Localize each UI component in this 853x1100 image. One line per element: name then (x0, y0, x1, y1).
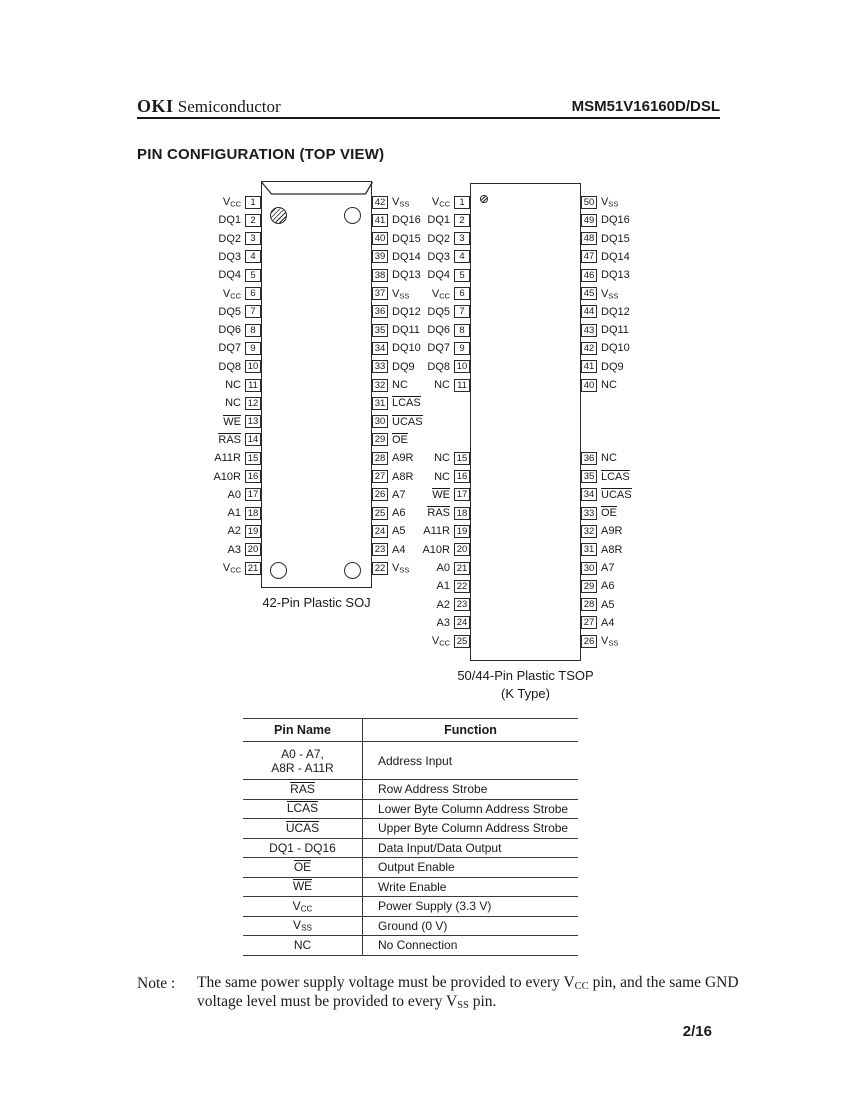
soj-pin-36-label: DQ12 (392, 305, 421, 318)
page-number: 2/16 (682, 1023, 712, 1040)
soj-pin-12-label: NC (225, 397, 241, 410)
soj-pin-16-label: A10R (213, 470, 241, 483)
tsop-pin-19-number-box: 19 (454, 525, 470, 538)
tsop-pin-5-number-box: 5 (454, 269, 470, 282)
table-row-8 (243, 916, 578, 936)
tsop-pin-31-number-box: 31 (581, 543, 597, 556)
header-rule (137, 117, 720, 119)
soj-pin-37-label: $V_{SS}$ (392, 287, 410, 300)
tsop-pin-34-number-box: 34 (581, 488, 597, 501)
soj-pin-21-number-box: 21 (245, 562, 261, 575)
tsop-pin-10-label: DQ8 (427, 360, 450, 373)
tsop-pin-9-number-box: 9 (454, 342, 470, 355)
tsop-pin-18-number-box: 18 (454, 507, 470, 520)
function-cell: Upper Byte Column Address Strobe (378, 821, 569, 836)
soj-pin-9-label: DQ7 (218, 342, 241, 355)
tsop-pin-8-label: DQ6 (427, 324, 450, 337)
soj-pin-35-label: DQ11 (392, 324, 420, 337)
tsop-pin-8-number-box: 8 (454, 324, 470, 337)
soj-pin-5-number-box: 5 (245, 269, 261, 282)
table-row-6 (243, 877, 578, 897)
tsop-pin-33-label: OE (601, 507, 617, 520)
pin-name-cell: NC (243, 936, 363, 956)
tsop-pin-20-number-box: 20 (454, 543, 470, 556)
tsop-pin-4-label: DQ3 (427, 250, 450, 263)
brand-oki: OKI (137, 96, 174, 116)
note-line-2: voltage level must be provided to every $V_{SS}$ pin. (197, 993, 497, 1011)
tsop-pin-49-label: DQ16 (601, 214, 630, 227)
table-header-row (243, 719, 578, 742)
soj-pin-21-label: $V_{CC}$ (222, 562, 241, 575)
tsop-pin-16-label: NC (434, 470, 450, 483)
table-row-1 (243, 780, 578, 800)
part-number: MSM51V16160D/DSL (571, 98, 720, 115)
pin-name-cell: LCAS (243, 799, 363, 819)
tsop-pin-21-number-box: 21 (454, 562, 470, 575)
pin-function-table (243, 718, 578, 956)
tsop-pin-21-label: A0 (436, 562, 450, 574)
soj-pin-42-number-box: 42 (372, 196, 388, 209)
soj-pin-19-number-box: 19 (245, 525, 261, 538)
pin-name-cell: OE (243, 858, 363, 878)
soj-pin-27-number-box: 27 (372, 470, 388, 483)
soj-pin-17-label: A0 (227, 488, 241, 501)
note-label: Note : (137, 975, 176, 992)
soj-pin-38-number-box: 38 (372, 269, 388, 282)
tsop-pin-7-number-box: 7 (454, 305, 470, 318)
tsop-pin-9-label: DQ7 (427, 342, 450, 355)
col-header-pin-name: Pin Name (243, 719, 363, 742)
soj-pin-29-label: OE (392, 433, 408, 446)
tsop-pin-4-number-box: 4 (454, 250, 470, 263)
soj-pin-15-number-box: 15 (245, 452, 261, 465)
tsop-pin-47-label: DQ14 (601, 250, 630, 263)
tsop-pin-43-label: DQ11 (601, 324, 629, 337)
soj-pin-40-number-box: 40 (372, 232, 388, 245)
tsop-pin-40-label: NC (601, 379, 617, 391)
tsop-pin-11-label: NC (434, 379, 450, 391)
tsop-pin-23-label: A2 (436, 598, 450, 611)
soj-pin-16-number-box: 16 (245, 470, 261, 483)
tsop-pin-17-number-box: 17 (454, 488, 470, 501)
tsop-pin-27-label: A4 (601, 616, 615, 629)
soj-pin-32-number-box: 32 (372, 379, 388, 392)
tsop-pin-18-label: RAS (427, 507, 450, 520)
tsop-pin-49-number-box: 49 (581, 214, 597, 227)
function-cell: No Connection (378, 938, 458, 953)
tsop-pin-41-label: DQ9 (601, 360, 624, 373)
function-cell: Ground (0 V) (378, 918, 448, 933)
tsop-pin-22-number-box: 22 (454, 580, 470, 593)
tsop-pin-24-label: A3 (436, 616, 450, 629)
tsop-pin-11-number-box: 11 (454, 379, 470, 392)
soj-pin-41-label: DQ16 (392, 214, 421, 227)
soj-pin-31-number-box: 31 (372, 397, 388, 410)
table-row-7 (243, 897, 578, 917)
soj-pin-13-label: WE (223, 415, 241, 428)
tsop-pin-17-label: WE (432, 488, 450, 501)
soj-pin-28-number-box: 28 (372, 452, 388, 465)
tsop-pin-19-label: A11R (423, 525, 450, 538)
soj-pin-41-number-box: 41 (372, 214, 388, 227)
tsop-pin-30-label: A7 (601, 562, 615, 574)
soj-pin-20-number-box: 20 (245, 543, 261, 556)
soj-pin-12-number-box: 12 (245, 397, 261, 410)
soj-bottom-left-circle (270, 562, 287, 579)
soj-pin-3-number-box: 3 (245, 232, 261, 245)
soj-pin-40-label: DQ15 (392, 232, 421, 245)
brand-semiconductor: Semiconductor (173, 97, 281, 116)
soj-pin-34-label: DQ10 (392, 342, 421, 355)
tsop-pin-3-number-box: 3 (454, 232, 470, 245)
pin-name-cell: RAS (243, 780, 363, 800)
tsop-pin-6-label: $V_{CC}$ (431, 287, 450, 300)
soj-pin-4-label: DQ3 (218, 250, 241, 263)
tsop-pin-10-number-box: 10 (454, 360, 470, 373)
soj-pin-22-label: $V_{SS}$ (392, 562, 410, 575)
tsop-pin-2-number-box: 2 (454, 214, 470, 227)
soj-pin-8-number-box: 8 (245, 324, 261, 337)
soj-pin-1-label: $V_{CC}$ (222, 196, 241, 209)
table-row-2 (243, 799, 578, 819)
tsop-pin-29-number-box: 29 (581, 580, 597, 593)
soj-pin-31-label: LCAS (392, 397, 421, 410)
tsop-pin-48-label: DQ15 (601, 232, 630, 245)
soj-pin-7-label: DQ5 (218, 305, 241, 318)
tsop-pin-34-label: UCAS (601, 488, 632, 501)
soj-pin-37-number-box: 37 (372, 287, 388, 300)
tsop-pin-33-number-box: 33 (581, 507, 597, 520)
tsop-pin-48-number-box: 48 (581, 232, 597, 245)
tsop-pin-5-label: DQ4 (427, 269, 450, 282)
soj-pin-42-label: $V_{SS}$ (392, 196, 410, 209)
soj-pin-15-label: A11R (214, 452, 241, 465)
tsop-pin-28-label: A5 (601, 598, 615, 611)
tsop-pin-32-number-box: 32 (581, 525, 597, 538)
pin-name-cell: WE (243, 877, 363, 897)
tsop-pin-35-label: LCAS (601, 470, 630, 483)
tsop-pin-23-number-box: 23 (454, 598, 470, 611)
soj-pin-20-label: A3 (227, 543, 241, 556)
soj-pin-24-label: A5 (392, 525, 406, 538)
tsop-pin-42-label: DQ10 (601, 342, 630, 355)
soj-pin-7-number-box: 7 (245, 305, 261, 318)
soj-pin-11-label: NC (225, 379, 241, 391)
tsop-pin-7-label: DQ5 (427, 305, 450, 318)
soj-pin-18-number-box: 18 (245, 507, 261, 520)
table-row-0 (243, 742, 578, 780)
soj-pin-9-number-box: 9 (245, 342, 261, 355)
soj-caption: 42-Pin Plastic SOJ (262, 595, 371, 610)
tsop-pin-2-label: DQ1 (427, 214, 450, 227)
soj-pin-35-number-box: 35 (372, 324, 388, 337)
tsop-pin-24-number-box: 24 (454, 616, 470, 629)
soj-pin-3-label: DQ2 (218, 232, 241, 245)
tsop-pin-20-label: A10R (422, 543, 450, 556)
table-row-5 (243, 858, 578, 878)
soj-pin-32-label: NC (392, 379, 408, 391)
tsop-pin-50-number-box: 50 (581, 196, 597, 209)
soj-pin-33-number-box: 33 (372, 360, 388, 373)
note-line-1: The same power supply voltage must be provided to every $V_{CC}$ pin, and the same GND (197, 974, 739, 992)
pin-name-cell: A0 - A7, A8R - A11R (243, 742, 363, 780)
function-cell: Row Address Strobe (378, 782, 488, 797)
tsop-pin-43-number-box: 43 (581, 324, 597, 337)
tsop-pin-30-number-box: 30 (581, 562, 597, 575)
soj-pin-11-number-box: 11 (245, 379, 261, 392)
tsop-caption-type: (K Type) (501, 686, 550, 701)
soj-pin-10-label: DQ8 (218, 360, 241, 373)
tsop-pin-50-label: $V_{SS}$ (601, 196, 619, 209)
tsop-pin-1-number-box: 1 (454, 196, 470, 209)
pin-name-cell: UCAS (243, 819, 363, 839)
section-title: PIN CONFIGURATION (TOP VIEW) (137, 146, 385, 163)
tsop-pin-15-label: NC (434, 452, 450, 465)
soj-pin-26-label: A7 (392, 488, 406, 501)
tsop-pin-25-label: $V_{CC}$ (431, 635, 450, 648)
soj-pin-14-label: RAS (218, 433, 241, 446)
table-row-3 (243, 819, 578, 839)
col-header-function: Function (444, 723, 497, 737)
soj-pin-10-number-box: 10 (245, 360, 261, 373)
tsop-pin-44-number-box: 44 (581, 305, 597, 318)
soj-pin-14-number-box: 14 (245, 433, 261, 446)
tsop-pin-3-label: DQ2 (427, 232, 450, 245)
soj-pin-4-number-box: 4 (245, 250, 261, 263)
function-cell: Lower Byte Column Address Strobe (378, 801, 569, 816)
soj-pin-17-number-box: 17 (245, 488, 261, 501)
tsop-pin-26-number-box: 26 (581, 635, 597, 648)
soj-pin-23-label: A4 (392, 543, 406, 556)
soj-pin-19-label: A2 (227, 525, 241, 538)
soj-pin1-index-circle (270, 207, 287, 224)
tsop-pin-42-number-box: 42 (581, 342, 597, 355)
function-cell: Write Enable (378, 879, 447, 894)
soj-pin-24-number-box: 24 (372, 525, 388, 538)
soj-pin-1-number-box: 1 (245, 196, 261, 209)
tsop-pin-46-number-box: 46 (581, 269, 597, 282)
tsop-pin-40-number-box: 40 (581, 379, 597, 392)
pin-name-cell: $V_{CC}$ (243, 897, 363, 917)
tsop-pin1-index-circle (480, 195, 488, 203)
soj-pin-28-label: A9R (392, 452, 414, 465)
tsop-caption: 50/44-Pin Plastic TSOP (457, 668, 594, 683)
tsop-pin-1-label: $V_{CC}$ (431, 196, 450, 209)
tsop-pin-41-number-box: 41 (581, 360, 597, 373)
soj-pin-2-label: DQ1 (218, 214, 241, 227)
soj-pin-30-label: UCAS (392, 415, 423, 428)
soj-pin-8-label: DQ6 (218, 324, 241, 337)
soj-pin-18-label: A1 (227, 507, 241, 520)
tsop-chip-body (470, 183, 581, 661)
soj-pin-27-label: A8R (392, 470, 414, 483)
soj-pin-30-number-box: 30 (372, 415, 388, 428)
table-row-9 (243, 936, 578, 956)
soj-pin-38-label: DQ13 (392, 269, 421, 282)
soj-pin-25-label: A6 (392, 507, 406, 520)
soj-pin-36-number-box: 36 (372, 305, 388, 318)
soj-pin-6-number-box: 6 (245, 287, 261, 300)
soj-pin-25-number-box: 25 (372, 507, 388, 520)
soj-pin-5-label: DQ4 (218, 269, 241, 282)
brand-logo (137, 96, 281, 117)
tsop-pin-45-label: $V_{SS}$ (601, 287, 619, 300)
function-cell: Power Supply (3.3 V) (378, 899, 492, 914)
tsop-pin-28-number-box: 28 (581, 598, 597, 611)
tsop-pin-36-number-box: 36 (581, 452, 597, 465)
tsop-pin-15-number-box: 15 (454, 452, 470, 465)
tsop-pin-29-label: A6 (601, 580, 615, 593)
soj-pin-6-label: $V_{CC}$ (222, 287, 241, 300)
tsop-pin-35-number-box: 35 (581, 470, 597, 483)
function-cell: Output Enable (378, 860, 455, 875)
soj-pin-22-number-box: 22 (372, 562, 388, 575)
pin-name-cell: $V_{SS}$ (243, 916, 363, 936)
function-cell: Address Input (378, 753, 453, 768)
tsop-pin-36-label: NC (601, 452, 617, 465)
tsop-pin-16-number-box: 16 (454, 470, 470, 483)
function-cell: Data Input/Data Output (378, 840, 502, 855)
pin-name-cell: DQ1 - DQ16 (243, 838, 363, 858)
tsop-pin-46-label: DQ13 (601, 269, 630, 282)
tsop-pin-45-number-box: 45 (581, 287, 597, 300)
soj-pin-39-number-box: 39 (372, 250, 388, 263)
tsop-pin-6-number-box: 6 (454, 287, 470, 300)
tsop-pin-25-number-box: 25 (454, 635, 470, 648)
tsop-pin-27-number-box: 27 (581, 616, 597, 629)
soj-pin-13-number-box: 13 (245, 415, 261, 428)
soj-pin-39-label: DQ14 (392, 250, 421, 263)
table-row-4 (243, 838, 578, 858)
soj-pin-23-number-box: 23 (372, 543, 388, 556)
tsop-pin-22-label: A1 (436, 580, 450, 593)
soj-pin-34-number-box: 34 (372, 342, 388, 355)
soj-pin-33-label: DQ9 (392, 360, 415, 373)
tsop-pin-32-label: A9R (601, 525, 623, 538)
soj-pin-2-number-box: 2 (245, 214, 261, 227)
soj-pin-29-number-box: 29 (372, 433, 388, 446)
tsop-pin-44-label: DQ12 (601, 305, 630, 318)
tsop-pin-26-label: $V_{SS}$ (601, 635, 619, 648)
tsop-pin-31-label: A8R (601, 543, 623, 556)
soj-pin-26-number-box: 26 (372, 488, 388, 501)
tsop-pin-47-number-box: 47 (581, 250, 597, 263)
